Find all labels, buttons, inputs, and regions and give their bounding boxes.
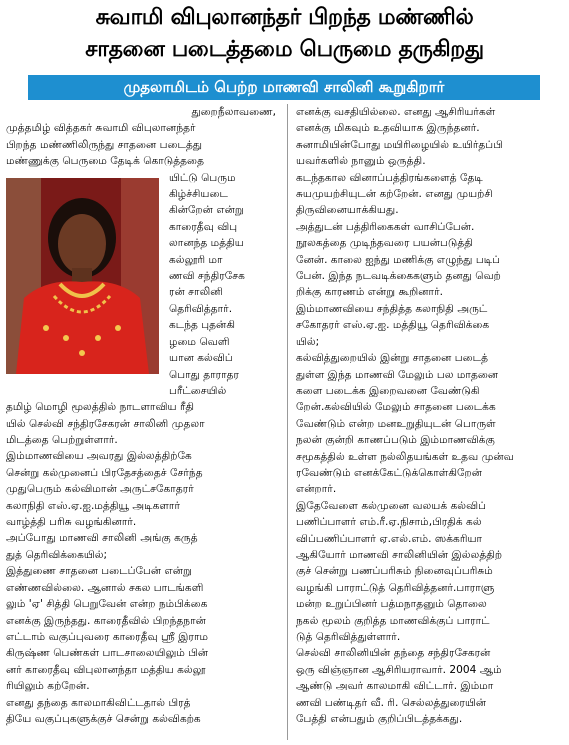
article-line: கல்வித்துறையில் இன்று சாதனை படைத் (296, 352, 488, 365)
article-line: நலன் குன்றி காணப்படும் இம்மாணவிக்கு (296, 434, 495, 447)
article-line: திருவினையாக்கியது. (296, 204, 399, 217)
article-line: களை படைக்க இறைவனை வேண்டுகி (296, 384, 480, 397)
article-line: ஒரு விஞ்ஞான ஆசிரியராவார். 2004 ஆம் (296, 663, 502, 676)
article-line: டுத் தெரிவித்துள்ளார். (296, 631, 401, 643)
article-line: தெரிவித்தார். (169, 302, 233, 315)
article-line: கலாநிதி எஸ்.ஏ.ஐ.மத்தியூ அடிகளார் (6, 499, 181, 512)
article-line: யில் செல்வி சந்திரசேகரன் சாலினி முதலா (6, 417, 205, 430)
article-line: வழங்கி பாராட்டுத் தெரிவித்தனர்.பாராளு (296, 581, 495, 594)
article-line: பேத்தி என்பதும் குறிப்பிடத்தக்கது. (296, 713, 463, 726)
article-line: சமூகத்தில் உள்ள நல்லிதயங்கள் உதவ முன்வ (296, 450, 514, 463)
article-line: குச் சென்று பணப்பரிசும் நினைவுப்பரிசும் (296, 565, 493, 578)
article-line: சுயமுயற்சியுடன் கற்றேன். எனது முயற்சி (296, 188, 493, 201)
article-line: யான கல்விப் (169, 352, 233, 365)
article-line: சகோதரர் எஸ்.ஏ.ஐ. மத்தியூ தெரிவிக்கை (296, 319, 490, 332)
article-line: னர் காரைதீவு விபுலானந்தா மத்திய கல்லூ (6, 663, 206, 676)
article-line: தியே வகுப்புகளுக்குச் சென்று கல்விகற்க (6, 712, 201, 725)
photo-wrap-text (169, 170, 281, 400)
article-line: னேன். காலை ஐந்து மணிக்கு எழுந்து படிப் (296, 253, 501, 266)
subheadline-banner: முதலாமிடம் பெற்ற மாணவி சாலினி கூறுகிறார் (28, 75, 540, 100)
article-line: பணிப்பாளர் எம்.ரீ.ஏ.நிசாம்,பிரதிக் கல் (296, 516, 482, 529)
article-line: ஆகியோர் மாணவி சாலினியின் இல்லத்திற் (296, 548, 503, 561)
article-line: ணவி பண்டிதர் வீ. ரி. செல்லத்துரையின் (296, 696, 487, 709)
article-line: கிருஷ்ண பெண்கள் பாடசாலையிலும் பின் (6, 647, 209, 660)
article-line: பேன். இந்த நடவடிக்கைகளும் தனது வெற் (296, 270, 501, 283)
article-line: விப்பணிப்பாளர் ஏ.எல்.எம். ஸக்கரியா (296, 532, 483, 545)
article-line: மண்ணுக்கு பெருமை தேடிக் கொடுத்ததை (6, 155, 204, 168)
article-line: லானந்த மத்திய (169, 237, 244, 250)
article-line: யில்; (296, 335, 320, 348)
article-line: அப்போது மாணவி சாலினி அங்கு கருத் (6, 532, 198, 545)
article-line: நகல் மூலம் குறித்த மாணவிக்குப் பாராட் (296, 614, 490, 627)
headline-line-2: சாதனை படைத்தமை பெருமை தருகிறது (85, 37, 484, 62)
article-line: யிட்டு பெரும (169, 171, 236, 184)
article-line: எண்ணவில்லை. ஆனால் சகல பாடங்களி (6, 581, 204, 594)
article-column-right (296, 104, 564, 727)
article-line: எட்டாம் வகுப்புவரை காரைதீவு ஸ்ரீ இராம (6, 630, 209, 643)
article-line: செல்வி சாலினியின் தந்தை சந்திரசேகரன் (296, 647, 491, 660)
article-line: கடந்தகால வினாப்பத்திரங்களைத் தேடி (296, 171, 483, 184)
article-line: முத்தமிழ் வித்தகர் சுவாமி விபுலானந்தர் (6, 122, 196, 135)
article-line: ரவேண்டும் எனக்கேட்டுக்கொள்கிறேன் (296, 466, 483, 479)
article-line: தமிழ் மொழி மூலத்தில் நாடளாவிய ரீதி (6, 401, 195, 414)
article-line: காரைதீவு விபு (169, 220, 238, 233)
article-line: அத்துடன் பத்திரிகைகள் வாசிப்பேன். (296, 220, 475, 233)
article-line: என்றார். (296, 483, 337, 496)
column-divider (287, 104, 288, 740)
article-line: ஆண்டு அவர் காலமாகி விட்டார். இம்மா (296, 680, 494, 693)
article-line: வேண்டும் என்ற மனஉறுதியுடன் பொருள் (296, 417, 496, 430)
article-line: கின்றேன் என்று (169, 204, 244, 217)
article-line: கிழ்ச்சியடை (169, 188, 228, 201)
article-line: றிக்கு காரணம் என்று கூறினார். (296, 286, 443, 299)
article-line: எனக்கு வசதியில்லை. எனது ஆசிரியர்கள் (296, 106, 496, 118)
article-line: ரன் சாலினி (169, 286, 223, 299)
article-line: முதுபெரும் கல்விமான் அருட்சகோதரர் (6, 483, 194, 496)
article-line: நூலகத்தை முடிந்தவரை பயன்படுத்தி (296, 237, 473, 250)
article-line: ணவி சந்திரசேக (169, 270, 245, 283)
article-line: சென்று கல்முனைப் பிரதேசத்தைச் சேர்ந்த (6, 466, 203, 479)
article-line: வாழ்த்தி பரிசு வழங்கினார். (6, 516, 137, 529)
article-line: றேன்.கல்வியில் மேலும் சாதனை படைக்க (296, 401, 496, 414)
article-line: கடந்த புதன்கி (169, 319, 236, 332)
article-line: கல்லூரி மா (169, 253, 223, 266)
article-line: துத் தெரிவிக்கையில்; (6, 548, 108, 561)
article-line: பரீட்சையில் (169, 384, 227, 397)
student-photo (6, 178, 159, 374)
article-line: இத்துணை சாதனை படைப்பேன் என்று (6, 565, 192, 578)
article-line: இதேவேளை கல்முனை வலயக் கல்விப் (296, 499, 486, 512)
article-line: ரியிலும் கற்றேன். (6, 680, 90, 693)
article-line: பொது தாராதர (169, 368, 240, 381)
article-line: லும் 'ஏ' சித்தி பெறுவேன் என்ற நம்பிக்கை (6, 598, 208, 611)
article-line: இம்மாணவியை சந்தித்த கலாநிதி அருட் (296, 302, 488, 315)
article-line: துறைநீலாவணை, (191, 106, 276, 118)
headline-line-1: சுவாமி விபுலானந்தர் பிறந்த மண்ணில் (95, 5, 474, 30)
article-line: ழமை வெளி (169, 335, 230, 348)
article-line: மன்ற உறுப்பினர் பத்மநாதனும் தொலை (296, 598, 487, 611)
article-line: சுனாமியின்போது மயிரிழையில் உயிர்தப்பி (296, 138, 503, 151)
article-line: இம்மாணவியை அவரது இல்லத்திற்கே (6, 450, 192, 463)
article-line: துள்ள இந்த மாணவி மேலும் பல மாதனை (296, 368, 499, 381)
article-line: பிறந்த மண்ணிலிருந்து சாதனை படைத்து (6, 138, 203, 151)
article-line: எனக்கு இருந்தது. காரைதீவில் பிறந்தநான் (6, 614, 206, 627)
article-line: மிடத்தை பெற்றுள்ளார். (6, 434, 118, 447)
article-line: யவர்களில் நானும் ஒருத்தி. (296, 155, 426, 168)
article-line: எனது தந்தை காலமாகிவிட்டதால் பிரத் (6, 696, 191, 709)
article-line: எனக்கு மிகவும் உதவியாக இருந்தனர். (296, 122, 480, 135)
